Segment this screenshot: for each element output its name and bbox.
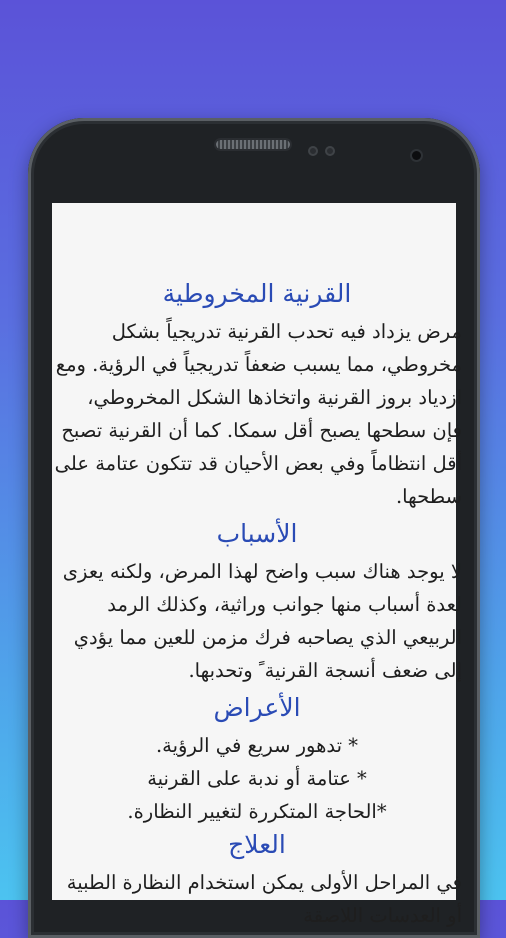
section-text-causes: لا يوجد هناك سبب واضح لهذا المرض، ولكنه يعزى لعدة أسباب منها جوانب وراثية، وكذلك الرمد الربيعي الذي يصاحبه فرك مزمن للعين مما يؤدي إلى ضعف أنسجة القرنية ً وتحدبها. <box>62 560 462 682</box>
symptoms-list <box>52 729 462 828</box>
front-camera-icon <box>412 151 421 160</box>
list-item: *الحاجة المتكررة لتغيير النظارة. <box>127 800 387 823</box>
section-title-treatment: العلاج <box>228 830 286 859</box>
section-text-treatment: في المراحل الأولى يمكن استخدام النظارة الطبية أو العدسات اللاصقة <box>66 871 462 927</box>
list-item: * تدهور سريع في الرؤية. <box>155 734 359 757</box>
list-item: * عتامة أو ندبة على القرنية <box>147 767 367 790</box>
app-screen[interactable] <box>52 203 462 927</box>
section-title-symptoms: الأعراض <box>213 693 301 722</box>
article-content[interactable] <box>52 203 462 932</box>
sensor-dot <box>325 146 335 156</box>
speaker-grille <box>216 140 290 149</box>
section-title-keratoconus: القرنية المخروطية <box>162 279 352 308</box>
section-title-causes: الأسباب <box>216 519 298 548</box>
section-text-keratoconus: مرض يزداد فيه تحدب القرنية تدريجياً بشكل مخروطي، مما يسبب ضعفاً تدريجياً في الرؤية. ومع ازدياد بروز القرنية واتخاذها الشكل المخروطي، فإن سطحها يصبح أقل سمكا. كما أن القرنية تصبح أقل انتظاماً وفي بعض الأحيان قد تتكون عتامة على سطحها. <box>54 320 462 508</box>
sensor-dot <box>308 146 318 156</box>
